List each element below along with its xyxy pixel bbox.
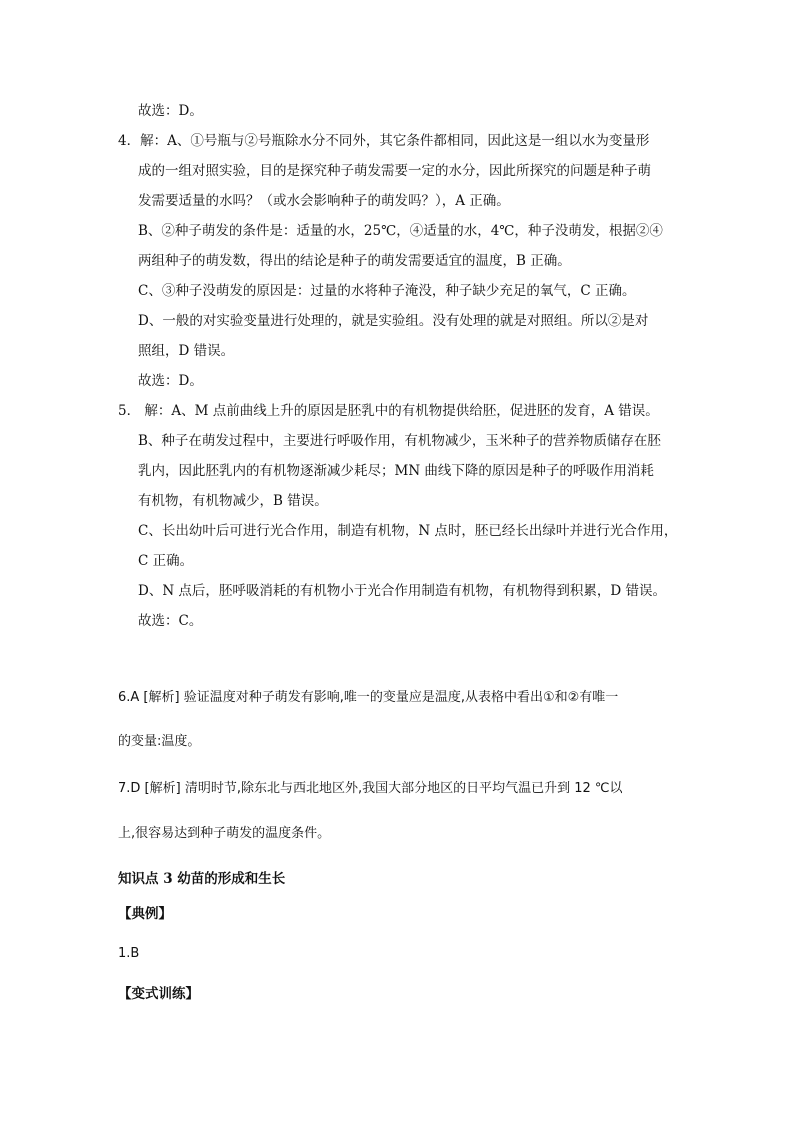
q5-line-3: 乳内，因此胚乳内的有机物逐渐减少耗尽；MN 曲线下降的原因是种子的呼吸作用消耗 — [138, 463, 654, 479]
q4-line-1: 4．解：A、①号瓶与②号瓶除水分不同外，其它条件都相同，因此这是一组以水为变量形 — [118, 133, 650, 149]
q4-conclusion: 故选：D。 — [138, 373, 203, 389]
q4-line-6: C、③种子没萌发的原因是：过量的水将种子淹没，种子缺少充足的氧气，C 正确。 — [138, 283, 636, 299]
q4-line-5: 两组种子的萌发数，得出的结论是种子的萌发需要适宜的温度，B 正确。 — [138, 253, 571, 269]
q4-line-7: D、一般的对实验变量进行处理的，就是实验组。没有处理的就是对照组。所以②是对 — [138, 313, 649, 329]
q7-line-1: 7.D [解析] 清明时节,除东北与西北地区外,我国大部分地区的日平均气温已升到 12 ℃以 — [118, 781, 623, 796]
q7-line-2: 上,很容易达到种子萌发的温度条件。 — [118, 826, 331, 841]
q3-conclusion: 故选：D。 — [138, 103, 203, 119]
q4-line-4: B、②种子萌发的条件是：适量的水，25℃，④适量的水，4℃，种子没萌发，根据②④ — [138, 223, 663, 239]
example-label: 【典例】 — [118, 906, 172, 922]
q5-line-7: D、N 点后，胚呼吸消耗的有机物小于光合作用制造有机物，有机物得到积累，D 错误。 — [138, 583, 667, 599]
q6-line-1: 6.A [解析] 验证温度对种子萌发有影响,唯一的变量应是温度,从表格中看出①和②有唯一 — [118, 690, 619, 705]
q5-line-4: 有机物，有机物减少，B 错误。 — [138, 493, 328, 509]
q5-line-5: C、长出幼叶后可进行光合作用，制造有机物，N 点时，胚已经长出绿叶并进行光合作用， — [138, 523, 678, 539]
section-heading: 知识点 3 幼苗的形成和生长 — [118, 871, 286, 887]
q4-line-3: 发需要适量的水吗？（或水会影响种子的萌发吗？），A 正确。 — [138, 193, 510, 209]
q5-line-6: C 正确。 — [138, 553, 194, 569]
variant-training-label: 【变式训练】 — [118, 986, 199, 1002]
q5-line-1: 5． 解：A、M 点前曲线上升的原因是胚乳中的有机物提供给胚，促进胚的发育，A 错误。 — [118, 403, 659, 419]
q4-line-8: 照组，D 错误。 — [138, 343, 235, 359]
q5-line-2: B、种子在萌发过程中，主要进行呼吸作用，有机物减少，玉米种子的营养物质储存在胚 — [138, 433, 661, 449]
q4-line-2: 成的一组对照实验，目的是探究种子萌发需要一定的水分，因此所探究的问题是种子萌 — [138, 163, 651, 179]
q6-line-2: 的变量:温度。 — [118, 734, 201, 749]
example-answer: 1.B — [118, 946, 140, 961]
q5-conclusion: 故选：C。 — [138, 613, 203, 629]
